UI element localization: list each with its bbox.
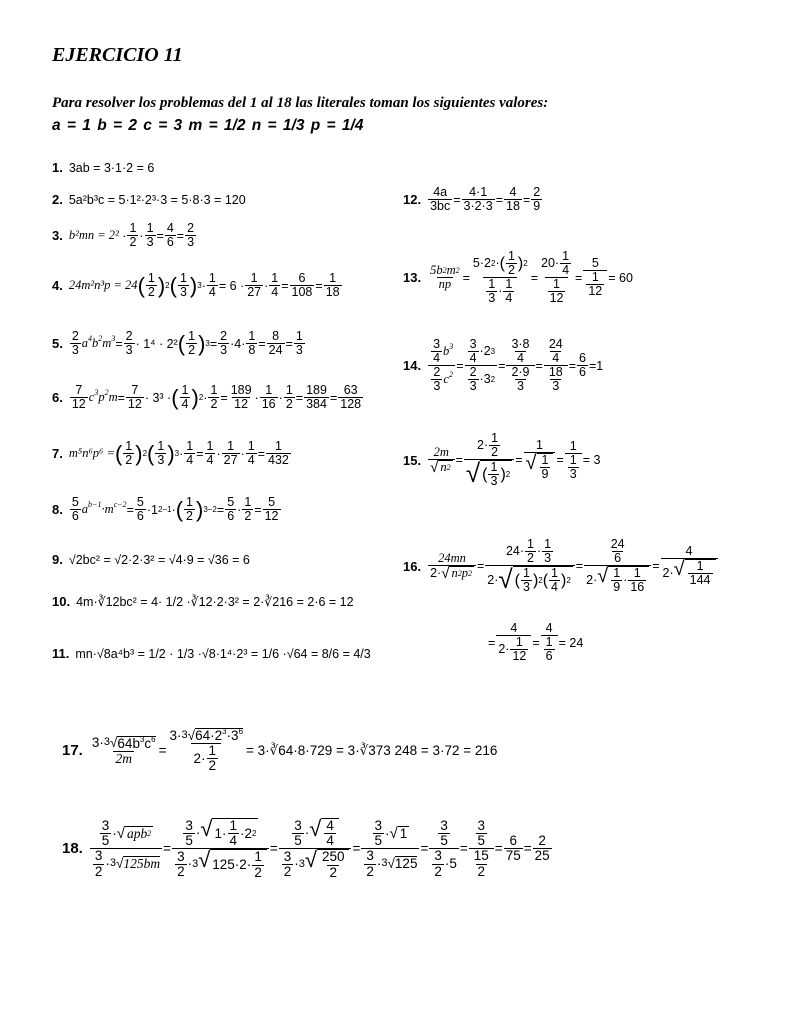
problem-number: 3. bbox=[52, 228, 63, 244]
problem-number: 8. bbox=[52, 502, 63, 518]
problem-4: 4. 24m²n³p = 24 ( 1 2 ) 2 ( 1 3 ) 3 · 1 4 = 6 · 1 27 · 1 4 = 6 108 = 1 18 bbox=[52, 271, 340, 300]
problem-12: 12. 4a 3bc = 4·1 3·2·3 = 4 18 = 2 9 bbox=[403, 185, 541, 214]
problem-number: 17. bbox=[62, 742, 83, 760]
problem-10 bbox=[52, 594, 354, 609]
exercise-title: EJERCICIO 11 bbox=[52, 44, 183, 66]
fraction: 2 3 bbox=[187, 221, 195, 250]
problem-number: 14. bbox=[403, 358, 422, 374]
problem-number: 7. bbox=[52, 446, 63, 462]
problem-number: 4. bbox=[52, 278, 63, 294]
problem-8: 8. 5 6 $a^{b-1}\cdot m^{c-2}$ = 5 6 ·1 2−1 · ( 1 2 ) 3−2 = 5 6 · 1 2 = 5 12 bbox=[52, 495, 279, 524]
problem-6: 6. 7 12 $c^3p^2m$ = 7 12 · 3³ · ( 1 4 ) 2 · 1 2 = 189 12 · 1 16 · 1 2 = 189 384 = 63 128 bbox=[52, 383, 362, 412]
problem-expression: 4m·∛12bc² = 4· 1/2 ·∛12·2·3² = 2·∛216 = 2·6 = 12 bbox=[76, 595, 354, 609]
problem-lhs: 24m²n³p = 24 bbox=[68, 278, 138, 293]
problem-number: 15. bbox=[403, 452, 422, 468]
problem-16-continued: = 4 2· 1 12 = 4 1 6 = 24 bbox=[488, 621, 584, 664]
instructions-text: Para resolver los problemas del 1 al 18 las literales toman los siguientes valores: bbox=[52, 95, 549, 111]
problem-5: 5. 2 3 $a^4b^2m^3$ = 2 3 · 1⁴ · 2² ( 1 2 ) 3 = 2 3 ·4· 1 8 = 8 24 = 1 3 bbox=[52, 329, 303, 358]
problem-number: 2. bbox=[52, 192, 63, 207]
problem-16: 16. 24mn 2· √ n 2 p 2 = 24· 1 2 · 1 3 2· √ ( 1 3 ) 2 ( 1 4 ) 2 = 24 6 2· √ 1 9 · 1 16 = 4 2· √ 1 144 bbox=[403, 538, 719, 595]
problem-13: 13. 5b 2 m 2 np = 5·2 2 · ( 1 2 ) 2 1 3 · 1 4 = 20· 1 4 1 12 = 5 1 12 = 60 bbox=[403, 249, 633, 306]
problem-lhs: m⁵n⁶p⁶ = bbox=[68, 446, 115, 461]
problem-number: 18. bbox=[62, 840, 83, 858]
problem-number: 12. bbox=[403, 192, 422, 208]
problem-17: 17. 3· 3 √ $64b^3c^6$ 2m = 3· 3 √ $64\cdot 2^3\cdot 3^6$ 2· 1 2 = 3·∛64·8·729 = 3·∛373 248 = 3·72 = 216 bbox=[62, 727, 498, 774]
problem-11 bbox=[52, 646, 371, 661]
problem-number: 6. bbox=[52, 390, 63, 406]
problem-expression: 3ab = 3·1·2 = 6 bbox=[68, 160, 155, 175]
fraction: 1 3 bbox=[146, 221, 154, 250]
problem-14: 14. 3 4 $b^3$ 2 3 $c^2$ = 3 4 ·2 3 2 3 ·3 2 = 3·8 4 2·9 3 = 24 4 18 3 = $\frac{6}{6}$ =1 bbox=[403, 337, 604, 394]
problem-number: 9. bbox=[52, 552, 63, 567]
problem-9 bbox=[52, 552, 250, 567]
problem-number: 5. bbox=[52, 336, 63, 352]
problem-7: 7. m⁵n⁶p⁶ = ( 1 2 ) 2 ( 1 3 ) 3 · 1 4 = 1 4 · 1 27 · 1 4 = 1 432 bbox=[52, 439, 289, 468]
problem-3: 3. b²mn = 2² · 1 2 · 1 3 = 4 6 = 2 3 bbox=[52, 221, 195, 250]
problem-15: 15. 2m √ n 2 = 2· 1 2 √ ( 1 3 ) 2 = 1 √ 1 9 = 1 1 3 = 3 bbox=[403, 431, 601, 489]
variable-values: a = 1 b = 2 c = 3 m = 1/2 n = 1/3 p = 1/4 bbox=[52, 117, 364, 134]
problem-number: 11. bbox=[52, 646, 70, 661]
problem-expression: mn·√8a⁴b³ = 1/2 · 1/3 ·√8·1⁴·2³ = 1/6 ·√64 = 8/6 = 4/3 bbox=[75, 646, 371, 661]
problem-lhs: b²mn = 2² bbox=[68, 228, 119, 243]
problem-1 bbox=[52, 160, 154, 175]
problem-number: 13. bbox=[403, 270, 422, 286]
problem-number: 1. bbox=[52, 160, 63, 175]
problem-number: 16. bbox=[403, 558, 422, 574]
problem-expression: √2bc² = √2·2·3² = √4·9 = √36 = 6 bbox=[68, 552, 250, 567]
fraction: 1 2 bbox=[129, 221, 137, 250]
problem-2 bbox=[52, 192, 246, 207]
fraction: 4 6 bbox=[166, 221, 174, 250]
problem-number: 10. bbox=[52, 594, 71, 609]
problem-expression: 5a²b³c = 5·1²·2³·3 = 5·8·3 = 120 bbox=[68, 192, 246, 207]
problem-18: 18. 3 5 · √ apb 2 3 2 · 3 √ 125bm = 3 5 · √ 1· 1 4 ·2 2 3 2 · 3 √ 125·2· 1 2 = 3 5 · √ 4 4 3 2 · 3 √ 250 2 = 3 5 · √ 1 3 2 · 3 √ 125 = 3 5 3 2 ·5 = 3 5 15 2 = 6 75 = 2 25 bbox=[62, 816, 550, 880]
